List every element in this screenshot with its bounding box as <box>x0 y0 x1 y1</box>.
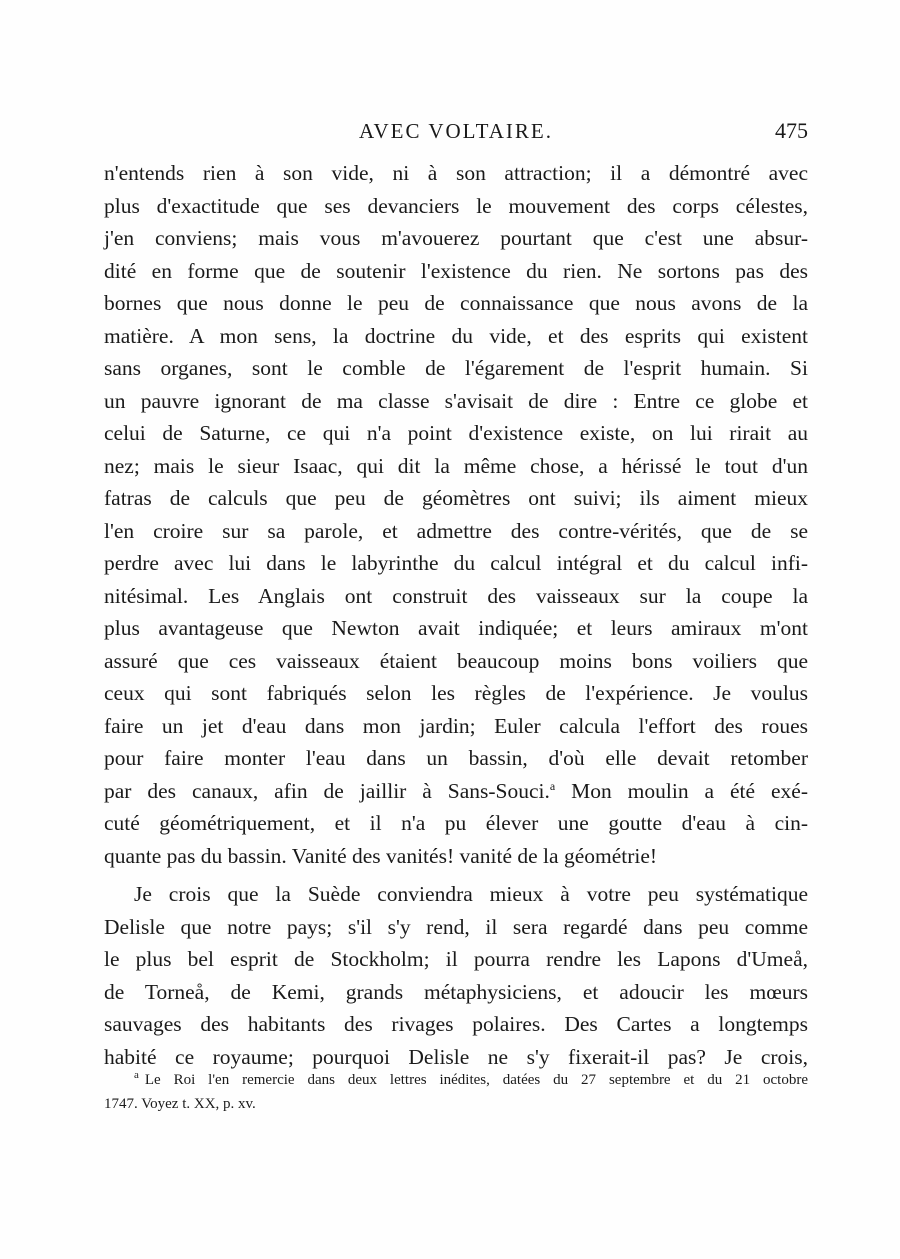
text-line: pour faire monter l'eau dans un bassin, d'où elle devait retomber <box>104 746 808 770</box>
footnote <box>104 1068 808 1116</box>
footnote-mark: a <box>134 1069 139 1081</box>
body-text <box>104 157 808 1073</box>
text-line: assuré que ces vaisseaux étaient beaucoup moins bons voiliers que <box>104 648 808 673</box>
text-line: faire un jet d'eau dans mon jardin; Euler calcula l'effort des roues <box>104 713 808 738</box>
text-line: habité ce royaume; pourquoi Delisle ne s'y fixerait-il pas? Je crois, <box>104 1044 808 1069</box>
text-line: de Torneå, de Kemi, grands métaphysiciens, et adoucir les mœurs <box>104 979 808 1004</box>
text-line: quante pas du bassin. Vanité des vanités! vanité de la géométrie! <box>104 843 658 868</box>
text-line: nitésimal. Les Anglais ont construit des vaisseaux sur la coupe la <box>104 583 808 608</box>
text-line: nez; mais le sieur Isaac, qui dit la même chose, a hérissé le tout d'un <box>104 453 808 478</box>
footnote-reference[interactable]: a <box>549 778 556 793</box>
text-line: dité en forme que de soutenir l'existence du rien. Ne sortons pas des <box>104 258 808 283</box>
text-line: l'en croire sur sa parole, et admettre des contre-vérités, que de se <box>104 518 808 543</box>
text-line: Delisle que notre pays; s'il s'y rend, il sera regardé dans peu comme <box>104 914 808 939</box>
text-line: matière. A mon sens, la doctrine du vide, et des esprits qui existent <box>104 323 808 348</box>
text-line: plus d'exactitude que ses devanciers le mouvement des corps célestes, <box>104 193 808 218</box>
text-line: plus avantageuse que Newton avait indiquée; et leurs amiraux m'ont <box>104 616 808 640</box>
text-line: fatras de calculs que peu de géomètres ont suivi; ils aiment mieux <box>104 486 808 510</box>
text-line: cuté géométriquement, et il n'a pu élever une goutte d'eau à cin- <box>104 811 808 835</box>
page-number: 475 <box>775 118 808 143</box>
text-segment: par des canaux, afin de jaillir à Sans-Souci. <box>104 778 550 803</box>
text-line: ceux qui sont fabriqués selon les règles de l'expérience. Je voulus <box>104 681 808 705</box>
text-line: Je crois que la Suède conviendra mieux à votre peu systématique <box>134 882 808 906</box>
text-line: n'entends rien à son vide, ni à son attraction; il a démontré avec <box>104 161 808 185</box>
running-title: AVEC VOLTAIRE. <box>359 119 553 143</box>
text-line-with-note <box>104 775 808 808</box>
text-line: le plus bel esprit de Stockholm; il pourra rendre les Lapons d'Umeå, <box>104 947 808 971</box>
running-head <box>104 116 808 146</box>
text-line: sauvages des habitants des rivages polaires. Des Cartes a longtemps <box>104 1012 808 1036</box>
text-line: perdre avec lui dans le labyrinthe du calcul intégral et du calcul infi- <box>104 551 808 575</box>
text-line: bornes que nous donne le peu de connaissance que nous avons de la <box>104 291 808 315</box>
text-line: celui de Saturne, ce qui n'a point d'existence existe, on lui rirait au <box>104 421 808 445</box>
footnote-line <box>104 1068 808 1092</box>
text-line: un pauvre ignorant de ma classe s'avisait de dire : Entre ce globe et <box>104 388 808 413</box>
text-line: sans organes, sont le comble de l'égarement de l'esprit humain. Si <box>104 356 808 380</box>
text-segment: Mon moulin a été exé- <box>555 778 808 803</box>
footnote-text: Le Roi l'en remercie dans deux lettres inédites, datées du 27 septembre et du 21 octobre <box>144 1072 808 1088</box>
text-line: j'en conviens; mais vous m'avouerez pourtant que c'est une absur- <box>104 226 808 250</box>
footnote-line: 1747. Voyez t. XX, p. xv. <box>104 1096 256 1112</box>
